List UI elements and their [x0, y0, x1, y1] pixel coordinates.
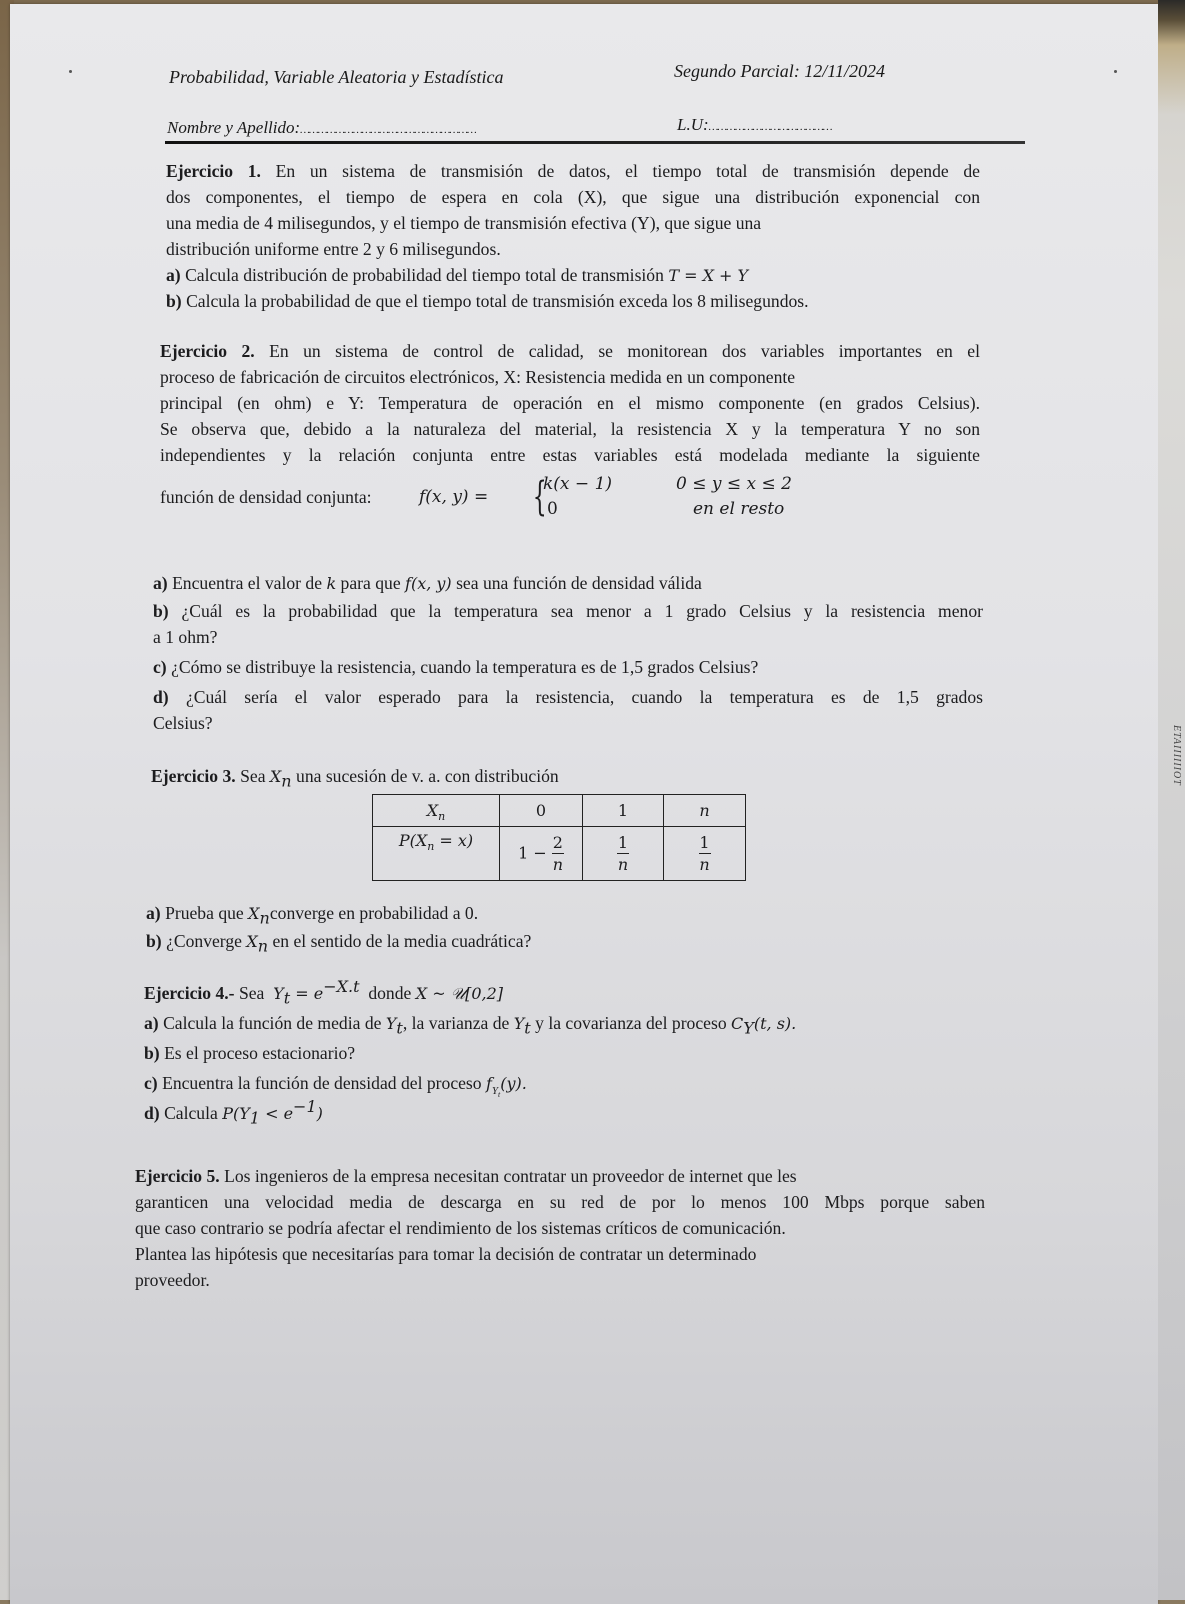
- case2-expr: 0: [547, 499, 558, 519]
- math-sub: n: [257, 936, 269, 956]
- part-text: ¿Converge: [166, 931, 242, 951]
- paper-speck: [69, 70, 72, 73]
- table-cell: n: [664, 795, 746, 827]
- part-text: Calcula distribución de probabilidad del tiempo total de transmisión: [185, 265, 664, 285]
- case1-cond: [676, 473, 792, 495]
- part-text: Calcula: [164, 1103, 218, 1123]
- math-sub: n: [438, 809, 446, 823]
- fraction: [552, 834, 564, 874]
- ex5-line: [135, 1163, 985, 1189]
- name-blank[interactable]: ……………………………………………………: [300, 124, 476, 136]
- part-label: c): [144, 1073, 158, 1093]
- math-x: X: [426, 800, 439, 820]
- fraction-bar: [699, 853, 711, 855]
- math-args: (y).: [500, 1074, 527, 1093]
- table-cell: 0: [500, 795, 583, 827]
- exercise-3-parts: [146, 900, 531, 954]
- math-p: P(X: [398, 831, 428, 850]
- ex3-intro-line: [151, 763, 559, 789]
- math-dist: X ~ 𝒰[0,2]: [415, 984, 504, 1003]
- ex4-text: Sea: [238, 983, 265, 1003]
- case1-expr: [543, 473, 612, 495]
- part-text: Es el proceso estacionario?: [164, 1043, 356, 1063]
- lu-label: L.U:: [677, 115, 709, 134]
- name-label: Nombre y Apellido:: [167, 118, 301, 137]
- part-label: a): [153, 573, 168, 593]
- lu-field[interactable]: [677, 114, 832, 138]
- ex4-part-c: [144, 1068, 994, 1098]
- ex4-part-b: [144, 1038, 994, 1068]
- numerator: 1: [617, 832, 629, 852]
- fraction: [617, 834, 629, 874]
- part-text: y la covarianza del proceso: [535, 1013, 727, 1033]
- table-row: [373, 827, 746, 881]
- ex2-part-b-cont: a 1 ohm?: [153, 627, 218, 647]
- ex2-line: principal (en ohm) e Y: Temperatura de operación en el mismo componente (en grados Celsius).: [160, 393, 980, 413]
- ex2-text: En un sistema de control de calidad, se monitorean dos variables importantes en el: [269, 341, 980, 361]
- math-p: = x): [434, 831, 474, 850]
- ex2-part-c: [153, 654, 983, 680]
- math-close: ): [316, 1104, 323, 1123]
- ex2-part-a: [153, 570, 983, 596]
- ex2-line: proceso de fabricación de circuitos electrónicos, X: Resistencia medida en un componente: [160, 367, 796, 387]
- part-label: a): [144, 1013, 159, 1033]
- exercise-3-intro: [151, 763, 559, 789]
- ex2-line: [160, 338, 980, 364]
- ex1-text: En un sistema de transmisión de datos, el tiempo total de transmisión depende de: [275, 161, 980, 181]
- ex3-part-a: [146, 900, 531, 926]
- name-field[interactable]: [167, 117, 476, 141]
- numerator: 2: [552, 832, 563, 852]
- exercise-2-parts: [153, 570, 983, 736]
- ex1-line: dos componentes, el tiempo de espera en cola (X), que sigue una distribución exponencial con: [166, 187, 980, 207]
- denominator: n: [617, 855, 629, 875]
- math-x: X: [248, 904, 260, 923]
- part-label: b): [153, 601, 169, 621]
- math-p: P(Y: [222, 1104, 250, 1123]
- ex1-line: distribución uniforme entre 2 y 6 milisegundos.: [166, 239, 501, 259]
- f-lhs: f(x, y) =: [419, 487, 489, 507]
- table-row-label: [373, 827, 500, 881]
- part-text: para que: [340, 573, 401, 593]
- exam-title: Segundo Parcial: 12/11/2024: [674, 61, 885, 81]
- table-cell: [500, 827, 583, 881]
- part-text: en el sentido de la media cuadrática?: [272, 931, 532, 951]
- math-sub: 1: [249, 1108, 260, 1128]
- ex3-text: una sucesión de v. a. con distribución: [296, 766, 559, 786]
- ex5-line: Plantea las hipótesis que necesitarías para tomar la decisión de contratar un determinado: [135, 1244, 757, 1264]
- ex2-part-d-cont: Celsius?: [153, 713, 213, 733]
- math-sup: −1: [293, 1097, 317, 1117]
- table-header-cell: [373, 795, 500, 827]
- part-label: b): [144, 1043, 160, 1063]
- brace-icon: {: [532, 474, 547, 520]
- course-title: Probabilidad, Variable Aleatoria y Estadística: [169, 67, 504, 87]
- math-sub: Y: [491, 1084, 499, 1097]
- case-cond: 0 ≤ y ≤ x ≤ 2: [676, 474, 792, 494]
- table-cell: [583, 827, 664, 881]
- math-sub: Y: [743, 1018, 754, 1038]
- part-label: d): [144, 1103, 160, 1123]
- density-label-text: función de densidad conjunta:: [160, 487, 372, 507]
- ex1-part-b: [166, 288, 980, 314]
- math-k: k: [326, 574, 337, 593]
- part-text: sea una función de densidad válida: [456, 573, 702, 593]
- fraction-bar: [617, 853, 629, 855]
- math-x: X: [269, 767, 282, 786]
- part-text: ¿Cuál sería el valor esperado para la resistencia, cuando la temperatura es de 1,5 grados: [185, 687, 983, 707]
- ex5-line: proveedor.: [135, 1270, 210, 1290]
- part-text: Encuentra el valor de: [172, 573, 323, 593]
- part-text: Prueba que: [165, 903, 244, 923]
- ex4-part-d: [144, 1098, 994, 1128]
- exercise-1: [166, 158, 980, 314]
- part-label: d): [153, 687, 169, 707]
- part-text: Calcula la función de media de: [163, 1013, 382, 1033]
- part-label: b): [166, 291, 182, 311]
- exercise-4: [144, 978, 994, 1128]
- case-cond: en el resto: [693, 499, 785, 519]
- ex5-text: Los ingenieros de la empresa necesitan contratar un proveedor de internet que les: [224, 1166, 797, 1186]
- ex5-line: garanticen una velocidad media de descarga en su red de por lo menos 100 Mbps porque saben: [135, 1192, 985, 1212]
- fraction: [699, 834, 711, 874]
- math-sub: t: [283, 988, 291, 1008]
- ex2-line: Se observa que, debido a la naturaleza del material, la resistencia X y la temperatura Y no son: [160, 419, 980, 439]
- ex5-line: que caso contrario se podría afectar el rendimiento de los sistemas críticos de comunicación.: [135, 1218, 786, 1238]
- math-sup: −X.t: [323, 977, 360, 997]
- header-rule: [165, 141, 1025, 144]
- math-eq: = e: [290, 984, 324, 1003]
- exercise-5: [135, 1163, 985, 1293]
- table-row: [373, 795, 746, 827]
- math-y: Y: [273, 984, 284, 1003]
- ex1-line: una media de 4 milisegundos, y el tiempo de transmisión efectiva (Y), que sigue una: [166, 213, 762, 233]
- case2-cond: [693, 498, 784, 520]
- ex1-part-a: [166, 262, 980, 288]
- one-minus: 1 −: [518, 843, 547, 862]
- part-label: c): [153, 657, 167, 677]
- paper-speck: [1114, 70, 1117, 73]
- lu-blank[interactable]: ……………………………………: [708, 121, 832, 133]
- ex4-intro: [144, 978, 994, 1008]
- exercise-2: [160, 338, 980, 468]
- part-label: b): [146, 931, 162, 951]
- ex1-line: [166, 158, 980, 184]
- ex4-part-a: [144, 1008, 994, 1038]
- case-expr: k(x − 1): [543, 474, 613, 494]
- part-text: ¿Cómo se distribuye la resistencia, cuando la temperatura es de 1,5 grados Celsius?: [171, 657, 759, 677]
- density-lhs: [419, 486, 488, 508]
- denominator: n: [699, 855, 710, 875]
- part-text: converge en probabilidad a 0.: [269, 903, 479, 923]
- math-c: C: [731, 1014, 744, 1033]
- numerator: 1: [699, 832, 710, 852]
- denominator: n: [552, 855, 564, 875]
- ex2-line: independientes y la relación conjunta entre estas variables está modelada mediante la siguiente: [160, 445, 980, 465]
- math-args: (t, s).: [753, 1014, 797, 1033]
- fraction-bar: [552, 853, 564, 855]
- ex1-title: Ejercicio 1.: [166, 161, 261, 181]
- math-sub: n: [281, 771, 292, 791]
- ex2-part-d: [153, 684, 983, 710]
- math-f: f: [485, 1074, 492, 1093]
- density-label: [160, 484, 372, 510]
- math-subsub: t: [498, 1089, 501, 1099]
- math-sub: n: [427, 840, 435, 854]
- math-expression: T = X + Y: [668, 266, 749, 285]
- table-cell: [664, 827, 746, 881]
- part-text: ¿Cuál es la probabilidad que la temperatura sea menor a 1 grado Celsius y la resistencia menor: [181, 601, 983, 621]
- math-sub: t: [396, 1018, 403, 1038]
- math-x: X: [246, 932, 258, 951]
- math-sub: n: [259, 908, 270, 928]
- math-sub: t: [524, 1018, 531, 1038]
- math-y: Y: [513, 1014, 525, 1033]
- ex4-text: donde: [368, 983, 412, 1003]
- ex5-title: Ejercicio 5.: [135, 1166, 220, 1186]
- math-y: Y: [385, 1014, 397, 1033]
- part-text: Encuentra la función de densidad del proceso: [162, 1073, 482, 1093]
- table-cell: 1: [583, 795, 664, 827]
- ex2-part-b: [153, 598, 983, 624]
- ex4-title: Ejercicio 4.-: [144, 983, 235, 1003]
- part-label: a): [146, 903, 161, 923]
- part-text: Calcula la probabilidad de que el tiempo total de transmisión exceda los 8 milisegundos.: [186, 291, 809, 311]
- part-label: a): [166, 265, 181, 285]
- margin-mark: ETAIIIIIIOT: [1171, 725, 1182, 786]
- ex3-text: Sea: [240, 766, 266, 786]
- math-f: f(x, y): [405, 574, 452, 593]
- math-lt: < e: [259, 1104, 294, 1123]
- part-text: , la varianza de: [402, 1013, 510, 1033]
- distribution-table: [372, 794, 746, 881]
- ex3-title: Ejercicio 3.: [151, 766, 236, 786]
- ex2-title: Ejercicio 2.: [160, 341, 255, 361]
- ex3-part-b: [146, 928, 531, 954]
